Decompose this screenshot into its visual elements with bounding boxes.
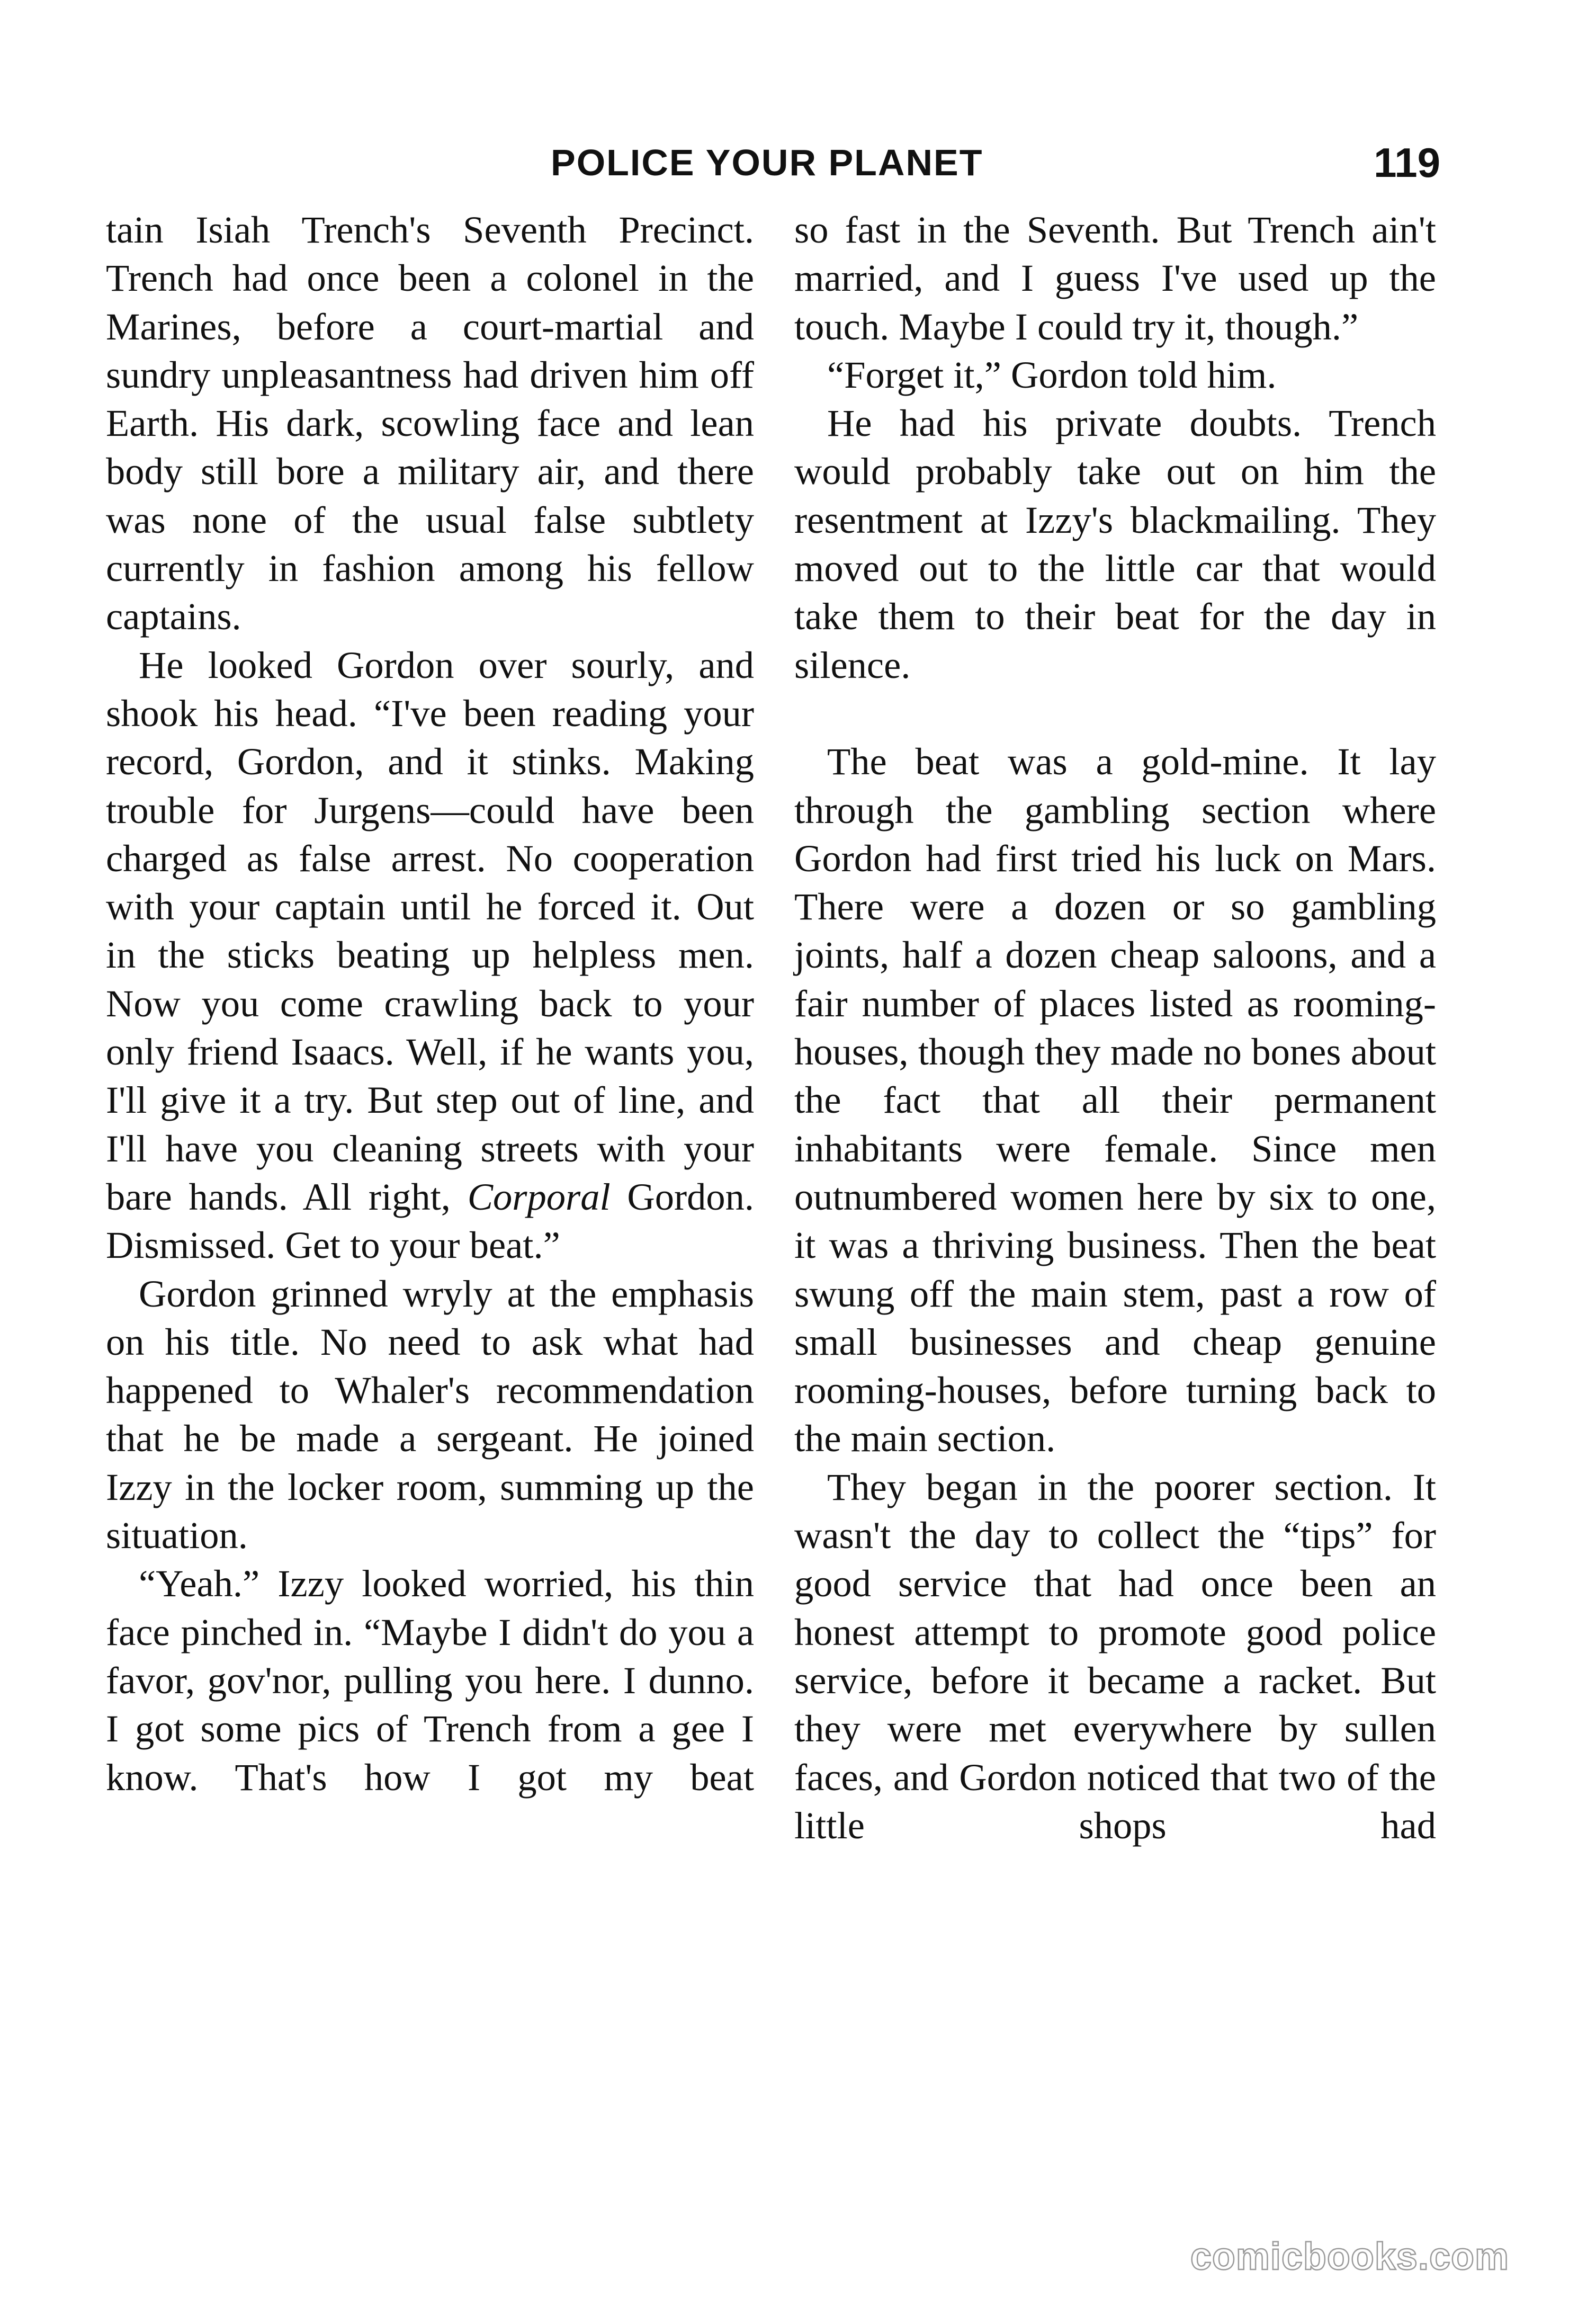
paragraph: “Forget it,” Gordon told him. [827, 353, 1277, 396]
watermark-logo: comicbooks.com [1190, 2236, 1509, 2278]
emphasized-word: Corporal [467, 1175, 611, 1218]
paragraph-text: Gordon. Dismissed. Get to your beat.” [106, 1175, 754, 1267]
paragraph: tain Isiah Trench's Seventh Precinct. Trench had once been a colonel in the Marines, before a court-martial and sundry unpleasantness had driven him off Earth. His dark, scowling face and lean body still bore a military air, and there was none of the usual false subtlety currently in fashion among his fellow captains. [106, 208, 754, 638]
paragraph: Gordon grinned wryly at the emphasis on his title. No need to ask what had happened to Whaler's recommendation that he be made a sergeant. He joined Izzy in the locker room, summing up the situation. [106, 1272, 754, 1557]
paragraph: He had his private doubts. Trench would probably take out on him the resentment at Izzy's blackmailing. They moved out to the little car that would take them to their beat for the day in silence. [794, 401, 1436, 686]
page-number: 119 [1374, 139, 1440, 186]
section-break [794, 689, 1436, 737]
paragraph: so fast in the Seventh. But Trench ain't married, and I guess I've used up the touch. Maybe I could try it, though.” [794, 208, 1436, 348]
running-head [0, 139, 1578, 197]
paragraph: The beat was a gold-mine. It lay through the gambling section where Gordon had first tried his luck on Mars. There were a dozen or so gambling joints, half a dozen cheap saloons, and a fair number of places listed as rooming-houses, though they made no bones about the fact that all their permanent inhabitants were female. Since men outnumbered women here by six to one, it was a thriving business. Then the beat swung off the main stem, past a row of small businesses and cheap genuine rooming-houses, before turning back to the main section. [794, 740, 1436, 1460]
paragraph [106, 641, 754, 1270]
paragraph-text: He looked Gordon over sourly, and shook his head. “I've been reading your record, Gordon, and it stinks. Making trouble for Jurgens—could have been charged as false arrest. No cooperation with your captain until he forced it. Out in the sticks beating up helpless men. Now you come crawling back to your only friend Isaacs. Well, if he wants you, I'll give it a try. But step out of line, and I'll have you cleaning streets with your bare hands. All right, [106, 643, 754, 1218]
paragraph: They began in the poorer section. It wasn't the day to collect the “tips” for good service that had once been an honest attempt to promote good police service, before it became a racket. But they were met everywhere by sullen faces, and Gordon noticed that two of the little shops had [794, 1465, 1436, 1847]
left-column [106, 205, 754, 1801]
paragraph: “Yeah.” Izzy looked worried, his thin face pinched in. “Maybe I didn't do you a favor, gov'nor, pulling you here. I dunno. I got some pics of Trench from a gee I know. That's how I got my beat [106, 1562, 754, 1799]
right-column [794, 205, 1436, 1849]
running-title: POLICE YOUR PLANET [551, 142, 983, 183]
